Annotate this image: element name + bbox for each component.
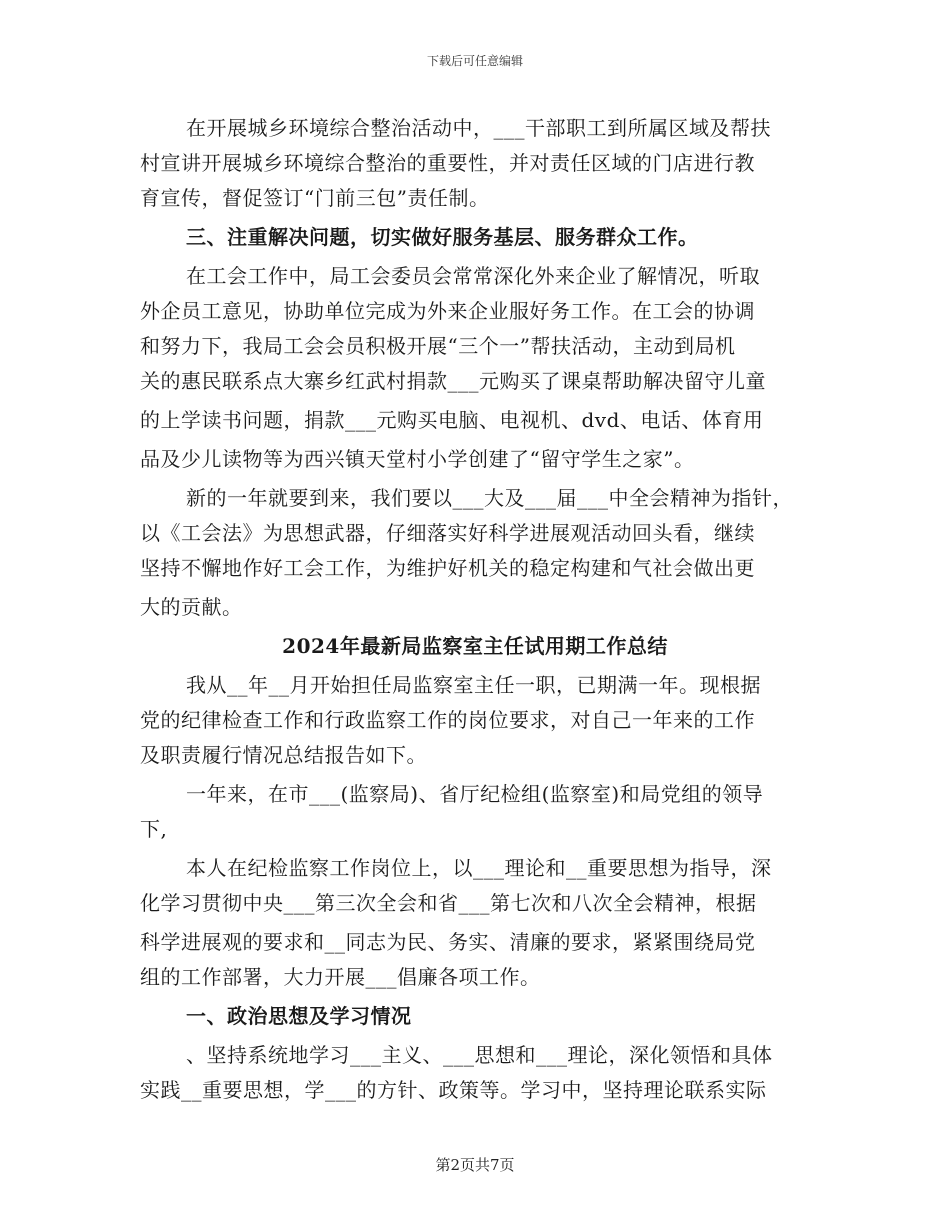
section-heading: 一、政治思想及学习情况: [186, 1004, 412, 1028]
paragraph-line: 新的一年就要到来，我们要以___大及___届___中全会精神为指针，: [186, 486, 793, 510]
paragraph-line: 大的贡献。: [140, 595, 243, 619]
paragraph-line: 实践__重要思想，学___的方针、政策等。学习中，坚持理论联系实际: [140, 1078, 767, 1102]
paragraph-line: 坚持不懈地作好工会工作，为维护好机关的稳定构建和气社会做出更: [140, 556, 755, 580]
paragraph-line: 科学进展观的要求和__同志为民、务实、清廉的要求，紧紧围绕局党: [140, 930, 756, 954]
paragraph-line: 组的工作部署，大力开展___倡廉各项工作。: [140, 965, 541, 989]
page-header: 下载后可任意编辑: [426, 54, 523, 68]
paragraph-line: 村宣讲开展城乡环境综合整治的重要性，并对责任区域的门店进行教: [140, 151, 755, 175]
paragraph-line: 党的纪律检查工作和行政监察工作的岗位要求，对自己一年来的工作: [140, 708, 755, 732]
paragraph-line: 及职责履行情况总结报告如下。: [140, 743, 427, 767]
paragraph-line: 一年来，在市___(监察局)、省厅纪检组(监察室)和局党组的领导: [186, 782, 764, 806]
page-number: 第2页共7页: [435, 1156, 515, 1174]
section-heading: 三、注重解决问题，切实做好服务基层、服务群众工作。: [186, 225, 699, 249]
paragraph-line: 外企员工意见，协助单位完成为外来企业服好务工作。在工会的协调: [140, 299, 755, 323]
paragraph-line: 以《工会法》为思想武器，仔细落实好科学进展观活动回头看，继续: [140, 521, 755, 545]
paragraph-line: 在开展城乡环境综合整治活动中，___干部职工到所属区域及帮扶: [186, 116, 771, 140]
paragraph-line: 、坚持系统地学习___主义、___思想和___理论，深化领悟和具体: [186, 1043, 773, 1067]
paragraph-line: 化学习贯彻中央___第三次全会和省___第七次和八次全会精神，根据: [140, 891, 757, 915]
paragraph-line: 品及少儿读物等为西兴镇天堂村小学创建了“留守学生之家”。: [140, 447, 695, 471]
paragraph-line: 我从__年__月开始担任局监察室主任一职，已期满一年。现根据: [186, 673, 761, 697]
paragraph-line: 育宣传，督促签订“门前三包”责任制。: [140, 186, 490, 210]
paragraph-line: 的上学读书问题，捐款___元购买电脑、电视机、dvd、电话、体育用: [140, 408, 764, 432]
paragraph-line: 下,: [140, 817, 168, 841]
paragraph-line: 和努力下，我局工会会员积极开展“三个一”帮扶活动，主动到局机: [140, 334, 736, 358]
paragraph-line: 本人在纪检监察工作岗位上，以___理论和__重要思想为指导，深: [186, 856, 772, 880]
paragraph-line: 关的惠民联系点大寨乡红武村捐款___元购买了课桌帮助解决留守儿童: [140, 369, 766, 393]
paragraph-line: 在工会工作中，局工会委员会常常深化外来企业了解情况，听取: [186, 264, 760, 288]
document-title: 2024年最新局监察室主任试用期工作总结: [282, 634, 668, 658]
